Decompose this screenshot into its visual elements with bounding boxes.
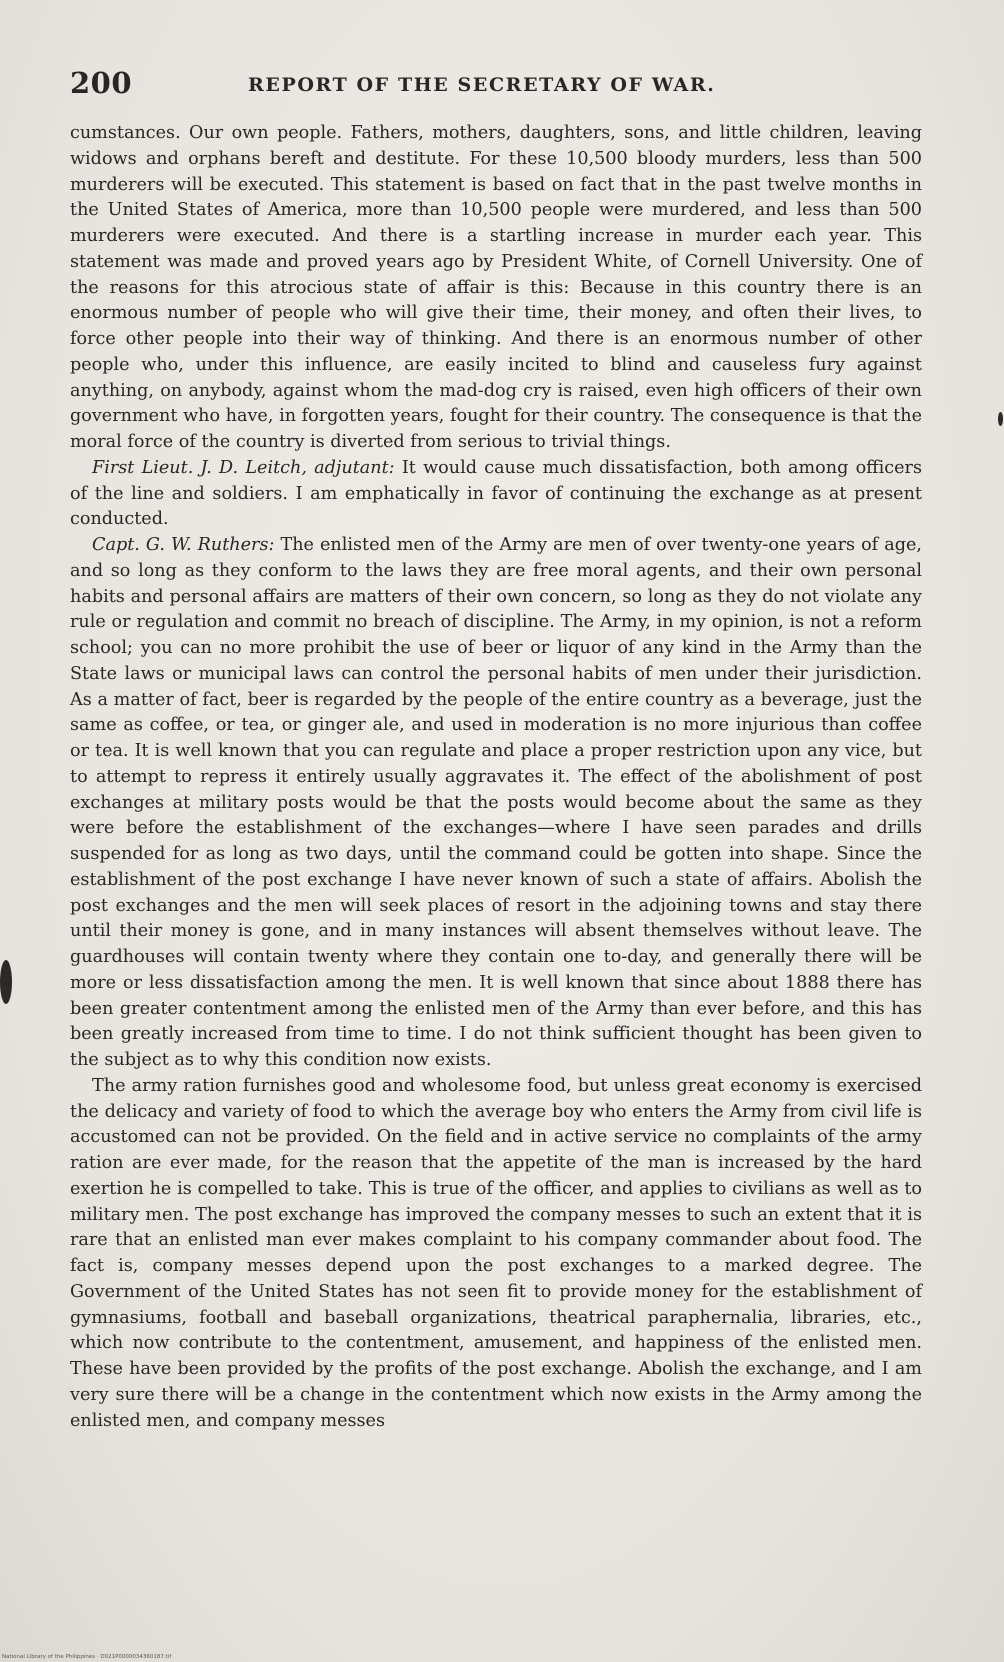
statement-ruthers: The enlisted men of the Army are men of over twenty-one years of age, and so long as they conform to the laws they are free moral agents, and their own personal habits and personal affairs are matters of their own concern, so long as they do not violate any rule or regulation and commit no breach of discipline. The Army, in my opinion, is not a reform school; you can no more prohibit the use of beer or liquor of any kind in the Army than the State laws or municipal laws can control the personal habits of men under their jurisdiction. As a matter of fact, beer is regarded by the people of the entire country as a beverage, just the same as coffee, or tea, or ginger ale, and used in moderation is no more injurious than coffee or tea. It is well known that you can regulate and place a proper restriction upon any vice, but to attempt to repress it entirely usually aggravates it. The effect of the abolishment of post exchanges at military posts would be that the posts would become about the same as they were before the establishment of the exchanges—where I have seen parades and drills suspended for as long as two days, until the command could be gotten into shape. Since the establishment of the post exchange I have never known of such a state of affairs. Abolish the post exchanges and the men will seek places of resort in the adjoining towns and stay there until their money is gone, and in many instances will absent themselves without leave. The guardhouses will contain twenty where they contain one to-day, and generally there will be more or less dissatisfaction among the men. It is well known that since about 1888 there has been greater contentment among the enlisted men of the Army than ever before, and this has been greatly increased from time to time. I do not think sufficient thought has been given to the subject as to why this condition now exists. (70, 535, 923, 1070)
scan-artifact-left (0, 960, 12, 1004)
paragraph-leitch (70, 456, 922, 533)
statement-leitch: It would cause much dissatisfaction, both among officers of the line and soldiers. I am emphatically in favor of continuing the exchange as at present conducted. (70, 457, 922, 530)
speaker-ruthers: Capt. G. W. Ruthers: (92, 535, 275, 555)
paragraph-ruthers (70, 533, 922, 1074)
speaker-leitch: First Lieut. J. D. Leitch, adjutant: (92, 457, 395, 478)
scan-footer: National Library of the Philippines · D021P0000034360187.tif (2, 1654, 172, 1660)
paragraph-continuation: cumstances. Our own people. Fathers, mothers, daughters, sons, and little children, leaving widows and orphans bereft and destitute. For these 10,500 bloody murders, less than 500 murderers will be executed. This statement is based on fact that in the past twelve months in the United States of America, more than 10,500 people were murdered, and less than 500 murderers were executed. And there is a startling increase in murder each year. This statement was made and proved years ago by President White, of Cornell University. One of the reasons for this atrocious state of affair is this: Because in this country there is an enormous number of people who will give their time, their money, and often their lives, to force other people into their way of thinking. And there is an enormous number of other people who, under this influence, are easily incited to blind and causeless fury against anything, on anybody, against whom the mad-dog cry is raised, even high officers of their own government who have, in forgotten years, fought for their country. The consequence is that the moral force of the country is diverted from serious to trivial things. (70, 123, 922, 452)
body-text (70, 121, 922, 1434)
paragraph-army-ration: The army ration furnishes good and wholesome food, but unless great economy is exercised the delicacy and variety of food to which the average boy who enters the Army from civil life is accustomed can not be provided. On the field and in active service no complaints of the army ration are ever made, for the reason that the appetite of the man is increased by the hard exertion he is compelled to take. This is true of the officer, and applies to civilians as well as to military men. The post exchange has improved the company messes to such an extent that it is rare that an enlisted man ever makes complaint to his company commander about food. The fact is, company messes depend upon the post exchanges to a marked degree. The Government of the United States has not seen fit to provide money for the establishment of gymnasiums, football and baseball organizations, theatrical paraphernalia, libraries, etc., which now contribute to the contentment, amusement, and happiness of the enlisted men. These have been provided by the profits of the post exchange. Abolish the exchange, and I am very sure there will be a change in the contentment which now exists in the Army among the enlisted men, and company messes (70, 1075, 922, 1431)
page-number: 200 (70, 66, 133, 100)
running-title: REPORT OF THE SECRETARY OF WAR. (248, 74, 716, 96)
page-header (70, 66, 920, 106)
scan-artifact-right (998, 412, 1003, 426)
